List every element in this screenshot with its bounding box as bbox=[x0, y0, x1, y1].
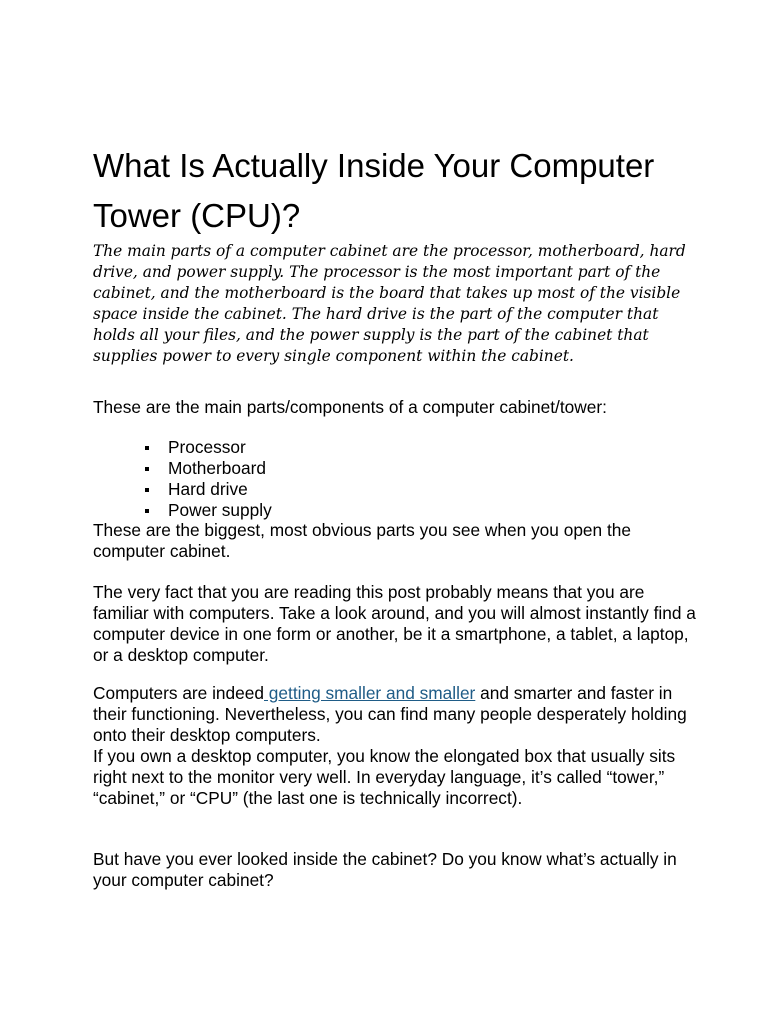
components-list bbox=[93, 437, 272, 521]
bullet-icon bbox=[145, 467, 149, 471]
list-item bbox=[93, 500, 272, 521]
smaller-text-after: and smarter and faster in their functioning. Nevertheless, you can find many people desperately holding onto their desktop computers. bbox=[93, 683, 687, 745]
smaller-text-before: Computers are indeed bbox=[93, 683, 264, 703]
bullet-icon bbox=[145, 509, 149, 513]
list-item bbox=[93, 479, 272, 500]
smaller-computers-paragraph bbox=[93, 683, 703, 746]
tower-paragraph: If you own a desktop computer, you know the elongated box that usually sits right next to the monitor very well. In everyday language, it’s called “tower,” “cabinet,” or “CPU” (the last one is technically incorrect). bbox=[93, 746, 676, 808]
document-title: What Is Actually Inside Your Computer Tower (CPU)? bbox=[93, 147, 655, 234]
getting-smaller-link[interactable]: getting smaller and smaller bbox=[264, 683, 476, 703]
list-item bbox=[93, 458, 272, 479]
question-paragraph: But have you ever looked inside the cabinet? Do you know what’s actually in your computer cabinet? bbox=[93, 849, 677, 890]
list-item-label: Motherboard bbox=[168, 458, 266, 478]
bullet-icon bbox=[145, 446, 149, 450]
biggest-parts-paragraph: These are the biggest, most obvious parts you see when you open the computer cabinet. bbox=[93, 520, 631, 561]
list-item-label: Hard drive bbox=[168, 479, 248, 499]
familiar-paragraph: The very fact that you are reading this post probably means that you are familiar with computers. Take a look around, and you will almost instantly find a computer device in one form or another, be it a smartphone, a tablet, a laptop, or a desktop computer. bbox=[93, 582, 696, 665]
list-item bbox=[93, 437, 272, 458]
bullet-icon bbox=[145, 488, 149, 492]
summary-paragraph: The main parts of a computer cabinet are the processor, motherboard, hard drive, and power supply. The processor is the most important part of the cabinet, and the motherboard is the board that takes up most of the visible space inside the cabinet. The hard drive is the part of the computer that holds all your files, and the power supply is the part of the cabinet that supplies power to every single component within the cabinet. bbox=[93, 242, 686, 365]
list-item-label: Processor bbox=[168, 437, 246, 457]
list-item-label: Power supply bbox=[168, 500, 272, 520]
components-intro: These are the main parts/components of a computer cabinet/tower: bbox=[93, 397, 607, 417]
